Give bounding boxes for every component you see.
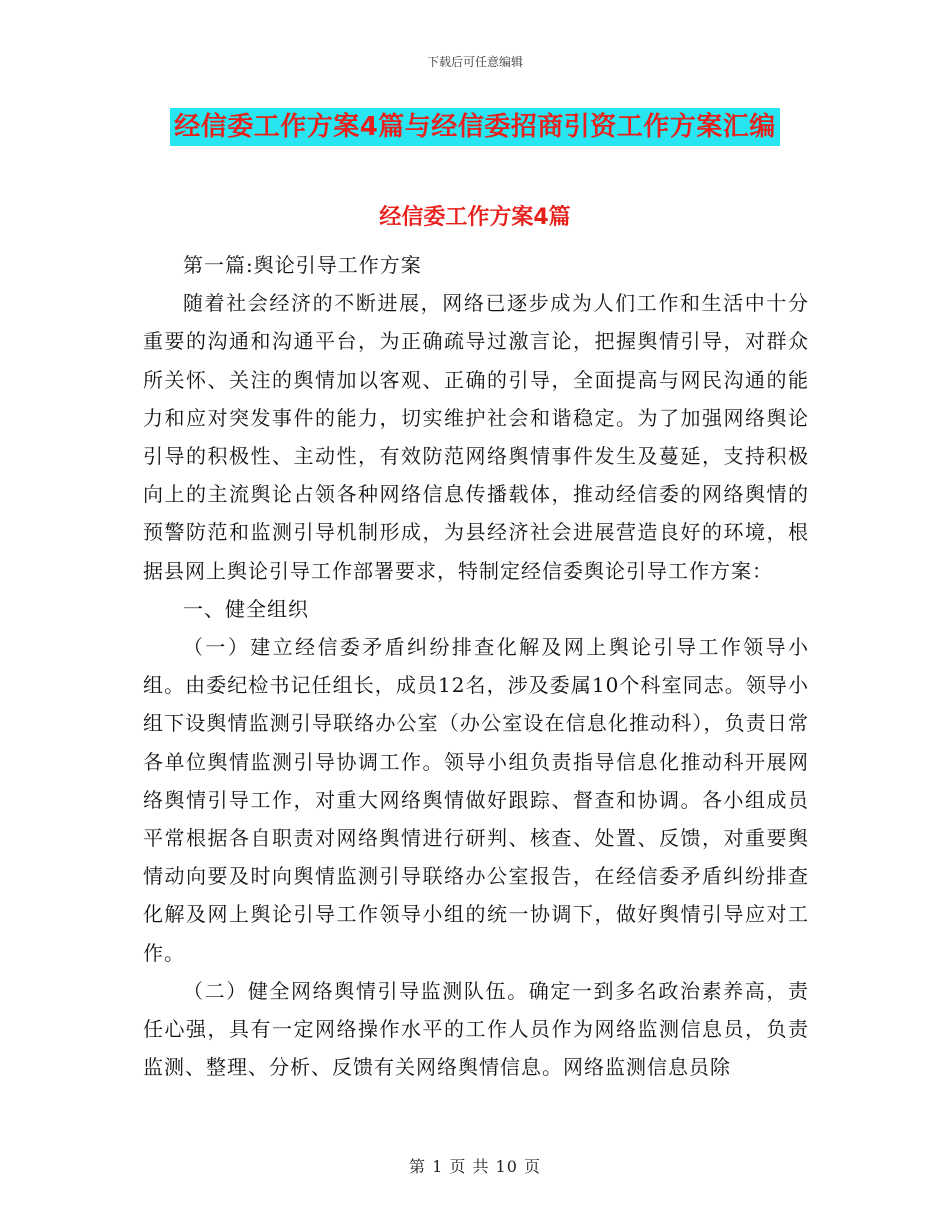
paragraph-intro: 随着社会经济的不断进展，网络已逐步成为人们工作和生活中十分重要的沟通和沟通平台，为正确疏导过激言论，把握舆情引导，对群众所关怀、关注的舆情加以客观、正确的引导，全面提高与网民沟通的能力和应对突发事件的能力，切实维护社会和谐稳定。为了加强网络舆论引导的积极性、主动性，有效防范网络舆情事件发生及蔓延，支持积极向上的主流舆论占领各种网络信息传播载体，推动经信委的网络舆情的预警防范和监测引导机制形成，为县经济社会进展营造良好的环境，根据县网上舆论引导工作部署要求，特制定经信委舆论引导工作方案： bbox=[143, 291, 809, 583]
paragraph-leading-group: （一）建立经信委矛盾纠纷排查化解及网上舆论引导工作领导小组。由委纪检书记任组长，成员12名，涉及委属10个科室同志。领导小组下设舆情监测引导联络办公室（办公室设在信息化推动科），负责日常各单位舆情监测引导协调工作。领导小组负责指导信息化推动科开展网络舆情引导工作，对重大网络舆情做好跟踪、督查和协调。各小组成员平常根据各自职责对网络舆情进行研判、核查、处置、反馈，对重要舆情动向要及时向舆情监测引导联络办公室报告，在经信委矛盾纠纷排查化解及网上舆论引导工作领导小组的统一协调下，做好舆情引导应对工作。 bbox=[143, 635, 809, 965]
sub-title: 经信委工作方案4篇 bbox=[379, 205, 571, 230]
paragraph-monitoring-team: （二）健全网络舆情引导监测队伍。确定一到多名政治素养高，责任心强，具有一定网络操作水平的工作人员作为网络监测信息员，负责监测、整理、分析、反馈有关网络舆情信息。网络监测信息员除 bbox=[143, 978, 809, 1080]
main-title-container bbox=[0, 108, 950, 146]
page-footer: 第 1 页 共 10 页 bbox=[409, 1157, 541, 1176]
paragraph-heading-organization: 一、健全组织 bbox=[183, 596, 309, 621]
main-title: 经信委工作方案4篇与经信委招商引资工作方案汇编 bbox=[170, 108, 780, 146]
header-note: 下载后可任意编辑 bbox=[426, 55, 523, 69]
document-body bbox=[143, 246, 809, 1086]
paragraph-section-heading: 第一篇:舆论引导工作方案 bbox=[183, 253, 422, 277]
